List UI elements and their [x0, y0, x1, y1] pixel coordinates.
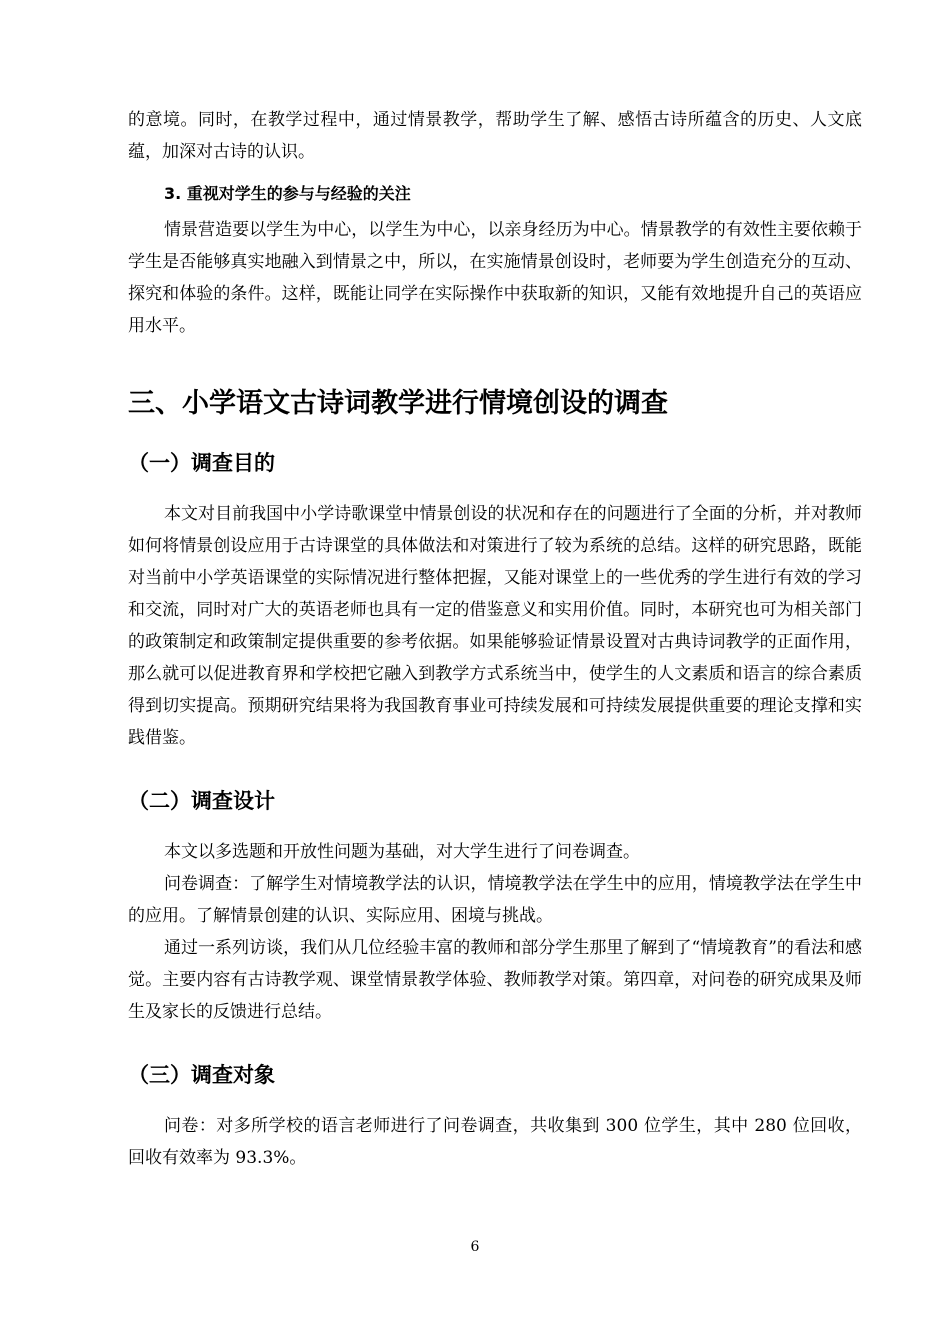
subheading-3: 3. 重视对学生的参与与经验的关注 [164, 184, 411, 203]
paragraph-intro-continued: 的意境。同时，在教学过程中，通过情景教学，帮助学生了解、感悟古诗所蕴含的历史、人文底蕴，加深对古诗的认识。 [128, 110, 862, 162]
chapter-heading-3: 三、小学语文古诗词教学进行情境创设的调查 [128, 388, 668, 419]
page-number: 6 [470, 1239, 480, 1255]
paragraph-student-participation: 情景营造要以学生为中心，以学生为中心，以亲身经历为中心。情景教学的有效性主要依赖于学生是否能够真实地融入到情景之中，所以，在实施情景创设时，老师要为学生创造充分的互动、探究和体验的条件。这样，既能让同学在实际操作中获取新的知识，又能有效地提升自己的英语应用水平。 [128, 220, 862, 336]
paragraph-design-1: 本文以多选题和开放性问题为基础，对大学生进行了问卷调查。 [164, 842, 640, 862]
document-page [128, 104, 862, 1174]
paragraph-purpose: 本文对目前我国中小学诗歌课堂中情景创设的状况和存在的问题进行了全面的分析，并对教师如何将情景创设应用于古诗课堂的具体做法和对策进行了较为系统的总结。这样的研究思路，既能对当前中小学英语课堂的实际情况进行整体把握，又能对课堂上的一些优秀的学生进行有效的学习和交流，同时对广大的英语老师也具有一定的借鉴意义和实用价值。同时，本研究也可为相关部门的政策制定和政策制定提供重要的参考依据。如果能够验证情景设置对古典诗词教学的正面作用，那么就可以促进教育界和学校把它融入到教学方式系统当中，使学生的人文素质和语言的综合素质得到切实提高。预期研究结果将为我国教育事业可持续发展和可持续发展提供重要的理论支撑和实践借鉴。 [128, 504, 862, 748]
section-heading-subjects: （三）调查对象 [128, 1063, 275, 1087]
paragraph-design-3: 通过一系列访谈，我们从几位经验丰富的教师和部分学生那里了解到了“情境教育”的看法和感觉。主要内容有古诗教学观、课堂情景教学体验、教师教学对策。第四章，对问卷的研究成果及师生及家长的反馈进行总结。 [128, 938, 862, 1022]
paragraph-design-2: 问卷调查：了解学生对情境教学法的认识，情境教学法在学生中的应用，情境教学法在学生中的应用。了解情景创建的认识、实际应用、困境与挑战。 [128, 874, 862, 926]
section-heading-design: （二）调查设计 [128, 789, 275, 813]
paragraph-subjects: 问卷：对多所学校的语言老师进行了问卷调查，共收集到 300 位学生，其中 280 位回收，回收有效率为 93.3%。 [128, 1116, 862, 1168]
section-heading-purpose: （一）调查目的 [128, 451, 275, 475]
